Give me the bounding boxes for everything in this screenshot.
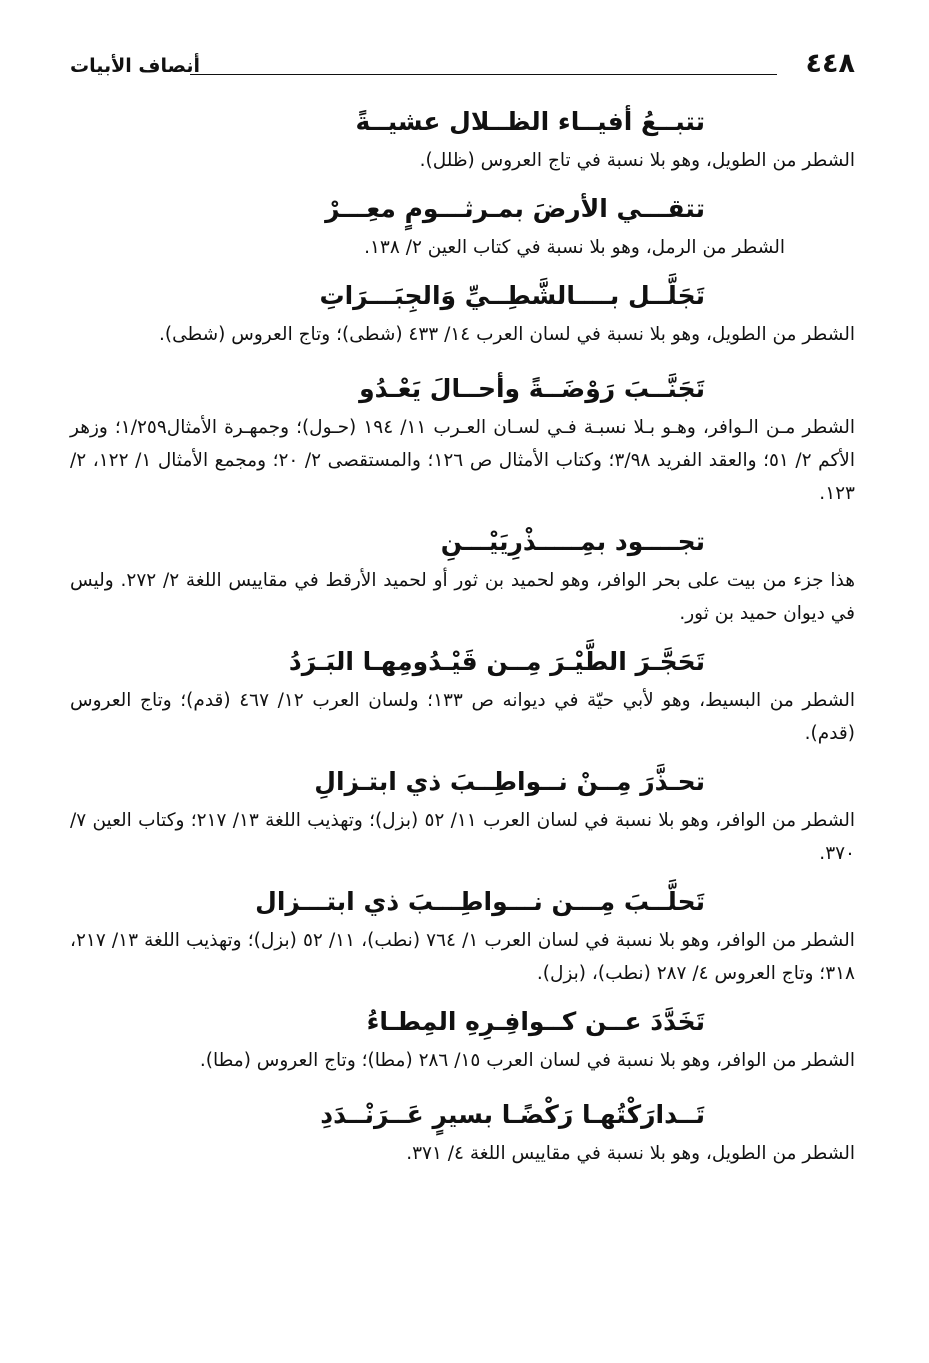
verse-note bbox=[70, 1044, 855, 1077]
verse-entry bbox=[70, 278, 855, 351]
verse-note-text: الشطر من الطويل، وهو بلا نسبة في لسان العرب ١٤/ ٤٣٣ (شطى)؛ وتاج العروس (شطى). bbox=[158, 324, 855, 345]
verse-hemistich: تَحلَّــبَ مِـــن نـــواطِـــبَ ذي ابتـــزال bbox=[255, 887, 705, 916]
verse-note bbox=[70, 411, 855, 510]
verse-note-text: الشطر من الطويل، وهو بلا نسبة في تاج العروس (ظلل). bbox=[419, 150, 855, 171]
verse-note bbox=[70, 144, 855, 177]
verse-entry bbox=[70, 104, 855, 177]
verse-hemistich: تَحَجَّـرَ الطَّيْـرَ مِــن قَيْـدُومِهـا البَـرَدُ bbox=[288, 647, 705, 676]
verse-hemistich: تَخَدَّدَ عــن كــوافِـرِهِ المِطـاءُ bbox=[366, 1007, 705, 1036]
verse-note bbox=[70, 804, 855, 870]
verse-note bbox=[70, 684, 855, 750]
running-header bbox=[70, 40, 855, 82]
verse-note bbox=[70, 564, 855, 630]
verse-entry bbox=[70, 1004, 855, 1077]
verse-hemistich: تتقـــي الأرضَ بمـرثـــومٍ معِـــرْ bbox=[325, 194, 705, 223]
verse-note bbox=[70, 231, 855, 264]
verse-hemistich: تحـذَّرَ مِــنْ نــواطِــبَ ذي ابتـزالِ bbox=[314, 767, 705, 796]
verse-note-text: هذا جزء من بيت على بحر الوافر، وهو لحميد بن ثور أو لحميد الأرقط في مقاييس اللغة ٢/ ٢٧٢. وليس في ديوان حميد بن ثور. bbox=[70, 570, 855, 624]
verse-note bbox=[70, 924, 855, 990]
verse-note-text: الشطر من الوافر، وهو بلا نسبة في لسان العرب ١/ ٧٦٤ (نطب)، ١١/ ٥٢ (بزل)؛ وتهذيب اللغة ١٣/ ٢١٧، ٣١٨؛ وتاج العروس ٤/ ٢٨٧ (نطب)، (بزل). bbox=[70, 930, 855, 984]
verse-note-text: الشطر من الطويل، وهو بلا نسبة في مقاييس اللغة ٤/ ٣٧١. bbox=[406, 1143, 855, 1164]
verse-entry bbox=[70, 644, 855, 750]
verse-entry bbox=[70, 884, 855, 990]
book-page bbox=[70, 40, 855, 1170]
verse-note-text: الشطر من الرمل، وهو بلا نسبة في كتاب العين ٢/ ١٣٨. bbox=[364, 237, 785, 258]
verse-entry bbox=[70, 524, 855, 630]
page-number: ٤٤٨ bbox=[805, 48, 855, 79]
verse-note bbox=[70, 1137, 855, 1170]
running-title: أنصاف الأبيات bbox=[70, 55, 200, 77]
verse-note-text: الشطر من الوافر، وهو بلا نسبة في لسان العرب ١٥/ ٢٨٦ (مطا)؛ وتاج العروس (مطا). bbox=[199, 1050, 855, 1071]
verse-hemistich: تجــــود بمِـــــذْرِيَيْـــنِ bbox=[440, 527, 705, 556]
verse-hemistich: تَــدارَكْتُهـا رَكْضًـا بسيرٍ عَــرَنْــدَدِ bbox=[320, 1100, 705, 1129]
verse-hemistich: تَجَلَّــل بــــالشَّطِــيِّ وَالجِبَـــرَاتِ bbox=[319, 281, 705, 310]
verse-note-text: الشطر من الوافر، وهو بلا نسبة في لسان العرب ١١/ ٥٢ (بزل)؛ وتهذيب اللغة ١٣/ ٢١٧؛ وكتاب العين ٧/ ٣٧٠. bbox=[70, 810, 855, 864]
verse-entry bbox=[70, 764, 855, 870]
verse-entry bbox=[70, 371, 855, 510]
verse-note bbox=[70, 318, 855, 351]
header-rule bbox=[190, 74, 777, 75]
verse-note-text: الشطر مـن الـوافر، وهـو بـلا نسبـة فـي لسـان العـرب ١١/ ١٩٤ (حـول)؛ وجمهـرة الأمثال١/٢٥٩؛ وزهر الأكم ٢/ ٥١؛ والعقد الفريد ٣/٩٨؛ وكتاب الأمثال ص ١٢٦؛ والمستقصى ٢/ ٢٠؛ ومجمع الأمثال ١/ ١٢٢، ٢/ ١٢٣. bbox=[70, 417, 855, 504]
verse-entry bbox=[70, 1097, 855, 1170]
verse-entry bbox=[70, 191, 855, 264]
verse-note-text: الشطر من البسيط، وهو لأبي حيّة في ديوانه ص ١٣٣؛ ولسان العرب ١٢/ ٤٦٧ (قدم)؛ وتاج العروس (قدم). bbox=[70, 690, 855, 744]
verse-hemistich: تَجَنَّــبَ رَوْضَــةً وأحــالَ يَعْـدُو bbox=[359, 374, 705, 403]
verse-hemistich: تتبــعُ أفيــاء الظــلال عشيــةً bbox=[355, 107, 705, 136]
